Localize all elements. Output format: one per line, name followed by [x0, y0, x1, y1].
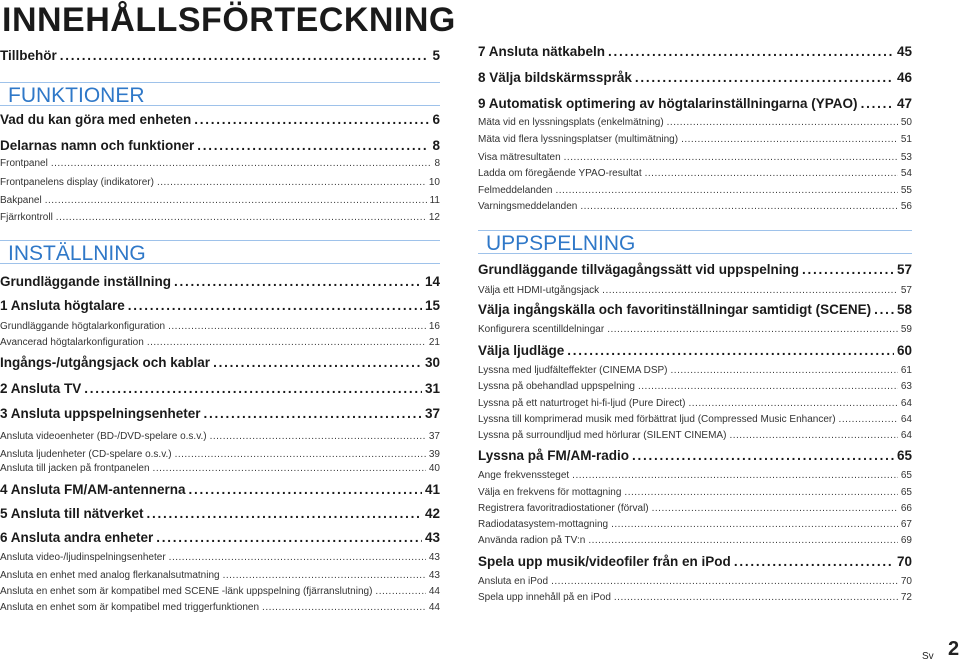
dot-leader: [564, 152, 898, 163]
dot-leader: [147, 506, 422, 521]
toc-entry-title: Felmeddelanden: [478, 185, 553, 196]
toc-entry-title: Varningsmeddelanden: [478, 201, 578, 212]
toc-entry[interactable]: [478, 343, 912, 361]
toc-entry[interactable]: [0, 298, 440, 316]
dot-leader: [624, 487, 897, 498]
toc-subentry[interactable]: [0, 321, 440, 335]
toc-entry-title: Ansluta en iPod: [478, 576, 549, 587]
toc-page-number: 37: [428, 431, 440, 442]
toc-subentry[interactable]: [478, 414, 912, 428]
toc-subentry[interactable]: [478, 470, 912, 484]
dot-leader: [153, 463, 426, 474]
toc-page-number: 63: [900, 381, 912, 392]
toc-entry-title: Spela upp innehåll på en iPod: [478, 592, 611, 603]
toc-page-number: 14: [424, 274, 440, 289]
toc-page-number: 46: [896, 70, 912, 85]
toc-entry-title: 9 Automatisk optimering av högtalarinställningarna (YPAO): [478, 96, 858, 111]
toc-page-number: 30: [424, 355, 440, 370]
toc-page-number: 42: [424, 506, 440, 521]
toc-entry-title: Välja en frekvens för mottagning: [478, 487, 622, 498]
toc-entry-title: 3 Ansluta uppspelningsenheter: [0, 406, 201, 421]
toc-page-number: 8: [432, 138, 440, 153]
toc-entry[interactable]: [478, 96, 912, 114]
dot-leader: [60, 48, 430, 63]
toc-entry[interactable]: [0, 138, 440, 156]
dot-leader: [734, 554, 894, 569]
footer-language: Sv: [922, 651, 934, 662]
toc-page-number: 65: [900, 487, 912, 498]
toc-entry-title: Bakpanel: [0, 195, 42, 206]
dot-leader: [611, 519, 898, 530]
toc-subentry[interactable]: [478, 430, 912, 444]
toc-entry-title: Grundläggande tillvägagångssätt vid uppspelning: [478, 262, 800, 277]
toc-page-number: 6: [432, 112, 440, 127]
toc-entry-title: Ansluta en enhet som är kompatibel med SCENE -länk uppspelning (fjärranslutning): [0, 586, 373, 597]
toc-entry-title: Tillbehör: [0, 48, 57, 63]
toc-subentry[interactable]: [478, 152, 912, 166]
toc-page-number: 39: [428, 449, 440, 460]
toc-page-number: 67: [900, 519, 912, 530]
dot-leader: [638, 381, 898, 392]
toc-entry-title: Registrera favoritradiostationer (förval): [478, 503, 649, 514]
toc-page-number: 43: [428, 570, 440, 581]
dot-leader: [729, 430, 897, 441]
dot-leader: [375, 586, 425, 597]
dot-leader: [174, 274, 422, 289]
toc-entry[interactable]: [0, 482, 440, 500]
toc-page-number: 43: [428, 552, 440, 563]
toc-subentry[interactable]: [0, 212, 440, 226]
toc-entry-title: Mäta vid flera lyssningsplatser (multimätning): [478, 134, 679, 145]
toc-page-number: 66: [900, 503, 912, 514]
toc-entry-title: Mäta vid en lyssningsplats (enkelmätning): [478, 117, 664, 128]
section-heading: INSTÄLLNING: [0, 240, 440, 264]
toc-entry-title: Ansluta videoenheter (BD-/DVD-spelare o.s.v.): [0, 431, 207, 442]
dot-leader: [197, 138, 429, 153]
toc-entry-title: 5 Ansluta till nätverket: [0, 506, 144, 521]
dot-leader: [84, 381, 422, 396]
toc-page-number: 31: [424, 381, 440, 396]
dot-leader: [213, 355, 422, 370]
toc-page-number: 8: [434, 158, 440, 169]
dot-leader: [802, 262, 894, 277]
toc-entry-title: Spela upp musik/videofiler från en iPod: [478, 554, 731, 569]
toc-entry-title: Frontpanelens display (indikatorer): [0, 177, 154, 188]
toc-entry[interactable]: [0, 48, 440, 66]
toc-subentry[interactable]: [478, 134, 912, 148]
toc-page-number: 70: [900, 576, 912, 587]
toc-entry-title: Välja ingångskälla och favoritinställningar samtidigt (SCENE): [478, 302, 872, 317]
toc-page-number: 58: [896, 302, 912, 317]
page-title: INNEHÅLLSFÖRTECKNING: [2, 1, 456, 39]
toc-page-number: 51: [900, 134, 912, 145]
toc-page-number: 5: [432, 48, 440, 63]
toc-page-number: 56: [900, 201, 912, 212]
toc-entry-title: Grundläggande högtalarkonfiguration: [0, 321, 166, 332]
dot-leader: [210, 431, 426, 442]
dot-leader: [223, 570, 426, 581]
dot-leader: [194, 112, 429, 127]
toc-subentry[interactable]: [478, 324, 912, 338]
dot-leader: [128, 298, 422, 313]
toc-page-number: 12: [428, 212, 440, 223]
toc-page-number: 61: [900, 365, 912, 376]
toc-subentry[interactable]: [478, 519, 912, 533]
toc-entry[interactable]: [0, 381, 440, 399]
toc-page-number: 65: [896, 448, 912, 463]
toc-subentry[interactable]: [478, 381, 912, 395]
toc-entry[interactable]: [0, 355, 440, 373]
toc-entry[interactable]: [478, 70, 912, 88]
toc-subentry[interactable]: [478, 398, 912, 412]
toc-page-number: 44: [428, 602, 440, 613]
toc-entry[interactable]: [0, 506, 440, 524]
toc-subentry[interactable]: [478, 592, 912, 606]
toc-entry-title: Lyssna på surroundljud med hörlurar (SILENT CINEMA): [478, 430, 727, 441]
dot-leader: [147, 337, 426, 348]
toc-page-number: 37: [424, 406, 440, 421]
toc-entry-title: 1 Ansluta högtalare: [0, 298, 125, 313]
dot-leader: [635, 70, 894, 85]
toc-subentry[interactable]: [478, 168, 912, 182]
dot-leader: [169, 552, 426, 563]
toc-page-number: 72: [900, 592, 912, 603]
toc-page-number: 40: [428, 463, 440, 474]
toc-entry-title: Frontpanel: [0, 158, 48, 169]
toc-entry-title: Ansluta till jacken på frontpanelen: [0, 463, 150, 474]
dot-leader: [689, 398, 898, 409]
toc-entry-title: Välja ljudläge: [478, 343, 565, 358]
toc-entry-title: Ansluta video-/ljudinspelningsenheter: [0, 552, 166, 563]
toc-subentry[interactable]: [478, 185, 912, 199]
toc-subentry[interactable]: [0, 570, 440, 584]
toc-subentry[interactable]: [478, 201, 912, 215]
toc-page-number: 15: [424, 298, 440, 313]
toc-page-number: 64: [900, 430, 912, 441]
dot-leader: [874, 302, 894, 317]
dot-leader: [588, 535, 898, 546]
toc-entry-title: 4 Ansluta FM/AM-antennerna: [0, 482, 186, 497]
toc-page-number: 10: [428, 177, 440, 188]
toc-page-number: 53: [900, 152, 912, 163]
footer-page-number: 2: [948, 638, 960, 660]
toc-entry-title: Använda radion på TV:n: [478, 535, 586, 546]
toc-subentry[interactable]: [0, 195, 440, 209]
toc-page-number: 64: [900, 414, 912, 425]
toc-entry-title: Ansluta en enhet som är kompatibel med triggerfunktionen: [0, 602, 260, 613]
dot-leader: [671, 365, 898, 376]
toc-page-number: 50: [900, 117, 912, 128]
dot-leader: [652, 503, 898, 514]
toc-subentry[interactable]: [0, 586, 440, 600]
dot-leader: [681, 134, 898, 145]
toc-entry-title: Ansluta ljudenheter (CD-spelare o.s.v.): [0, 449, 172, 460]
toc-entry-title: Radiodatasystem-mottagning: [478, 519, 609, 530]
toc-subentry[interactable]: [478, 117, 912, 131]
dot-leader: [262, 602, 426, 613]
toc-page-number: 41: [424, 482, 440, 497]
toc-entry-title: Ansluta en enhet med analog flerkanalsutmatning: [0, 570, 220, 581]
dot-leader: [156, 530, 422, 545]
dot-leader: [614, 592, 898, 603]
toc-entry-title: Ange frekvenssteget: [478, 470, 570, 481]
dot-leader: [580, 201, 898, 212]
dot-leader: [204, 406, 422, 421]
toc-subentry[interactable]: [0, 449, 440, 463]
toc-entry-title: Delarnas namn och funktioner: [0, 138, 195, 153]
toc-subentry[interactable]: [478, 487, 912, 501]
dot-leader: [168, 321, 426, 332]
toc-page-number: 57: [900, 285, 912, 296]
toc-entry[interactable]: [478, 448, 912, 466]
toc-page-number: 59: [900, 324, 912, 335]
toc-page-number: 44: [428, 586, 440, 597]
toc-page-number: 54: [900, 168, 912, 179]
toc-subentry[interactable]: [478, 576, 912, 590]
toc-entry-title: Grundläggande inställning: [0, 274, 172, 289]
toc-subentry[interactable]: [0, 158, 440, 172]
dot-leader: [839, 414, 898, 425]
dot-leader: [572, 470, 898, 481]
dot-leader: [556, 185, 898, 196]
toc-subentry[interactable]: [0, 552, 440, 566]
toc-page-number: 16: [428, 321, 440, 332]
toc-entry-title: Lyssna till komprimerad musik med förbättrat ljud (Compressed Music Enhancer): [478, 414, 836, 425]
toc-page-number: 60: [896, 343, 912, 358]
toc-entry[interactable]: [478, 554, 912, 572]
toc-subentry[interactable]: [478, 365, 912, 379]
dot-leader: [567, 343, 894, 358]
toc-subentry[interactable]: [0, 602, 440, 616]
dot-leader: [861, 96, 894, 111]
toc-entry[interactable]: [478, 262, 912, 280]
toc-entry-title: Fjärrkontroll: [0, 212, 53, 223]
dot-leader: [45, 195, 427, 206]
toc-entry-title: 8 Välja bildskärmsspråk: [478, 70, 632, 85]
toc-page-number: 69: [900, 535, 912, 546]
toc-page-number: 45: [896, 44, 912, 59]
toc-entry[interactable]: [478, 302, 912, 320]
toc-page-number: 43: [424, 530, 440, 545]
toc-subentry[interactable]: [478, 285, 912, 299]
toc-entry-title: Lyssna på FM/AM-radio: [478, 448, 630, 463]
toc-entry-title: Visa mätresultaten: [478, 152, 561, 163]
toc-entry[interactable]: [0, 112, 440, 130]
toc-entry-title: 7 Ansluta nätkabeln: [478, 44, 606, 59]
toc-entry-title: 6 Ansluta andra enheter: [0, 530, 154, 545]
dot-leader: [51, 158, 432, 169]
dot-leader: [551, 576, 898, 587]
dot-leader: [56, 212, 426, 223]
dot-leader: [607, 324, 898, 335]
toc-subentry[interactable]: [478, 535, 912, 549]
toc-page-number: 47: [896, 96, 912, 111]
dot-leader: [645, 168, 898, 179]
toc-entry-title: Konfigurera scentilldelningar: [478, 324, 605, 335]
toc-entry-title: 2 Ansluta TV: [0, 381, 82, 396]
toc-page-number: 21: [428, 337, 440, 348]
dot-leader: [157, 177, 426, 188]
toc-subentry[interactable]: [0, 431, 440, 445]
toc-page-number: 64: [900, 398, 912, 409]
toc-subentry[interactable]: [0, 337, 440, 351]
toc-entry[interactable]: [0, 274, 440, 292]
toc-entry-title: Lyssna med ljudfälteffekter (CINEMA DSP): [478, 365, 668, 376]
toc-entry-title: Ingångs-/utgångsjack och kablar: [0, 355, 211, 370]
toc-entry-title: Lyssna på ett naturtroget hi-fi-ljud (Pure Direct): [478, 398, 686, 409]
toc-entry-title: Vad du kan göra med enheten: [0, 112, 192, 127]
dot-leader: [632, 448, 894, 463]
dot-leader: [602, 285, 898, 296]
toc-page-number: 11: [429, 195, 440, 206]
toc-page-number: 70: [896, 554, 912, 569]
dot-leader: [175, 449, 426, 460]
toc-entry-title: Ladda om föregående YPAO-resultat: [478, 168, 642, 179]
dot-leader: [189, 482, 422, 497]
dot-leader: [667, 117, 898, 128]
toc-subentry[interactable]: [478, 503, 912, 517]
toc-subentry[interactable]: [0, 177, 440, 191]
toc-page-number: 57: [896, 262, 912, 277]
toc-entry-title: Välja ett HDMI-utgångsjack: [478, 285, 600, 296]
section-heading: UPPSPELNING: [478, 230, 912, 254]
toc-page-number: 55: [900, 185, 912, 196]
toc-entry-title: Avancerad högtalarkonfiguration: [0, 337, 144, 348]
toc-entry[interactable]: [478, 44, 912, 62]
toc-entry-title: Lyssna på obehandlad uppspelning: [478, 381, 635, 392]
toc-entry[interactable]: [0, 530, 440, 548]
toc-subentry[interactable]: [0, 463, 440, 477]
section-heading: FUNKTIONER: [0, 82, 440, 106]
toc-entry[interactable]: [0, 406, 440, 424]
dot-leader: [608, 44, 894, 59]
toc-page-number: 65: [900, 470, 912, 481]
